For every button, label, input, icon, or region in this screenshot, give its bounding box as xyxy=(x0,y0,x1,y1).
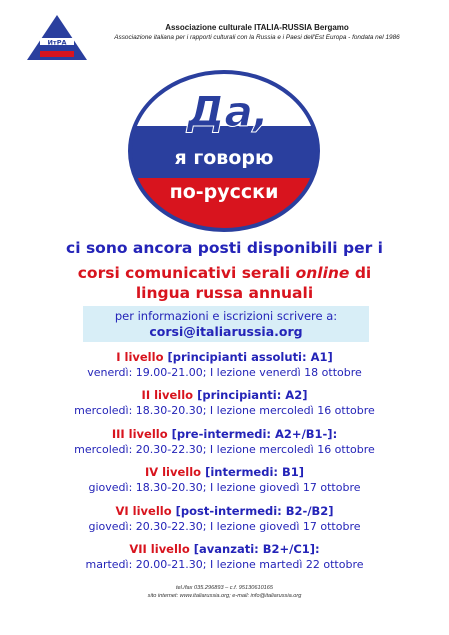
footer-web: sito internet: www.italiarussia.org; e-mail: info@italiarussia.org xyxy=(147,593,302,599)
level-name: II livello xyxy=(141,388,194,403)
hero-badge xyxy=(124,68,324,234)
level-heading xyxy=(0,465,449,480)
level-name: III livello xyxy=(111,426,168,441)
org-logo xyxy=(26,14,88,62)
courses-online: online xyxy=(295,264,350,282)
hero-po-russki: по-русски xyxy=(169,181,279,203)
level-heading xyxy=(0,350,449,365)
footer-contact: tel./fax 035.296893 – c.f. 95130610165 xyxy=(175,585,274,591)
level-item xyxy=(0,388,449,426)
level-item xyxy=(0,350,449,388)
level-desc: [pre-intermedi: A2+/B1-]: xyxy=(167,426,338,441)
headline: ci sono ancora posti disponibili per i xyxy=(66,239,383,257)
org-tagline: Associazione italiana per i rapporti culturali con la Russia e i Paesi dell'Est Europa - fondata nel 1986 xyxy=(114,34,400,41)
level-schedule: mercoledì: 20.30-22.30; I lezione mercoledì 16 ottobre xyxy=(74,442,375,456)
level-desc: [principianti assoluti: A1] xyxy=(163,350,333,364)
level-desc: [principianti: A2] xyxy=(193,388,308,403)
level-item xyxy=(0,427,449,465)
hero-word-da: Да, xyxy=(187,87,269,136)
contact-email[interactable]: corsi@italiarussia.org xyxy=(149,324,303,339)
courses-line2: lingua russa annuali xyxy=(135,284,314,302)
level-heading xyxy=(0,542,449,557)
level-name: VII livello xyxy=(129,541,190,556)
courses-prefix: corsi comunicativi serali xyxy=(77,264,296,282)
level-desc: [avanzati: B2+/C1]: xyxy=(189,541,320,556)
level-name: IV livello xyxy=(144,465,202,480)
logo-text: ИтРА xyxy=(47,38,67,47)
info-text: per informazioni e iscrizioni scrivere a: xyxy=(114,309,338,323)
footer xyxy=(0,584,449,600)
level-heading xyxy=(0,388,449,403)
levels-list xyxy=(0,350,449,580)
level-desc: [post-intermedi: B2-/B2] xyxy=(171,503,334,518)
level-schedule: venerdì: 19.00-21.00; I lezione venerdì 18 ottobre xyxy=(87,366,362,379)
courses-line1 xyxy=(0,263,449,283)
info-box xyxy=(83,306,369,342)
level-item xyxy=(0,542,449,580)
level-name: I livello xyxy=(116,350,164,364)
level-schedule: martedì: 20.00-21.30; I lezione martedì 22 ottobre xyxy=(85,557,364,571)
header-text xyxy=(92,22,422,42)
level-item xyxy=(0,465,449,503)
level-heading xyxy=(0,504,449,519)
level-heading xyxy=(0,427,449,442)
courses-suffix: di xyxy=(349,264,372,282)
header xyxy=(0,14,449,64)
hero-ya-govoryu: я говорю xyxy=(174,147,274,169)
courses-title xyxy=(0,263,449,303)
level-schedule: giovedì: 20.30-22.30; I lezione giovedì 17 ottobre xyxy=(88,519,361,533)
org-name: Associazione culturale ITALIA-RUSSIA Bergamo xyxy=(165,23,349,32)
level-name: VI livello xyxy=(115,503,172,518)
level-schedule: giovedì: 18.30-20.30; I lezione giovedì 17 ottobre xyxy=(88,481,361,495)
level-schedule: mercoledì: 18.30-20.30; I lezione mercoledì 16 ottobre xyxy=(74,404,375,418)
level-desc: [intermedi: B1] xyxy=(201,465,305,480)
level-item xyxy=(0,504,449,542)
